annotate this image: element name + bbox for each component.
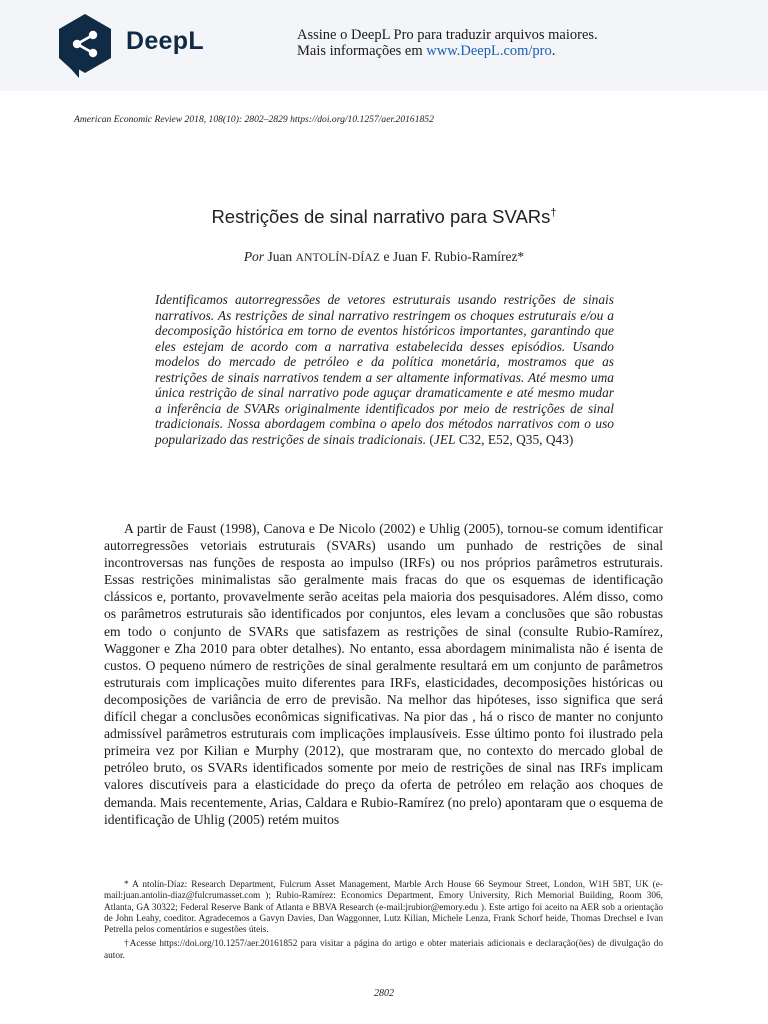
author1-first: Juan (267, 249, 293, 264)
page-number: 2802 (374, 988, 394, 999)
paper-title (0, 206, 768, 228)
promo-suffix: . (551, 43, 556, 59)
jel-open: ( (429, 431, 434, 447)
promo-prefix: Mais informações em (297, 43, 427, 59)
deepl-wordmark[interactable]: DeepL (126, 27, 204, 55)
footnote-affiliations: * A ntolín-Díaz: Research Department, Fulcrum Asset Management, Marble Arch House 66 Seymour Street, London, W1H 5BT, UK (e-mail:juan.antolin-diaz@fulcrumasset.com ); Rubio-Ramírez: Economics Department, Emory University, Rich Memorial Building, Room 306, Atlanta, GA 30322; Federal Reserve Bank of Atlanta e BBVA Research (e-mail:jrubior@emory.edu ). Este artigo foi aceito na AER sob a orientação de John Leahy, coeditor. Agradecemos a Gavyn Davies, Dan Waggonner, Lutz Kilian, Michele Lenza, Frank Schorf heide, Thomas Drechsel e Ivan Petrella pelos comentários e sugestões úteis. (104, 880, 663, 936)
footnote-article-link: †Acesse https://doi.org/10.1257/aer.20161852 para visitar a página do artigo e obter materiais adicionais e declaração(ões) de divulgação do autor. (104, 939, 663, 961)
jel-codes (429, 432, 573, 447)
title-footnote-mark: † (550, 206, 557, 219)
jel-label: JEL (433, 431, 456, 447)
deepl-pro-link[interactable]: www.DeepL.com/pro (426, 43, 552, 59)
body-paragraph: A partir de Faust (1998), Canova e De Nicolo (2002) e Uhlig (2005), tornou-se comum identificar autorregressões vetoriais estruturais (SVARs) usando um punhado de restrições de sinal incontroversas nas funções de resposta ao impulso (IRFs) ou nos próprios parâmetros estruturais. Essas restrições minimalistas são geralmente mais fracas do que os esquemas de identificação clássicos e, portanto, provavelmente serão aceitas pela maioria dos pesquisadores. Além disso, como os parâmetros estruturais são identificados por conjuntos, eles levam a conclusões que são robustas em todo o conjunto de SVARs que satisfazem as restrições de sinal (consulte Rubio-Ramírez, Waggoner e Zha 2010 para obter detalhes). No entanto, essa abordagem minimalista não é isenta de custos. O pequeno número de restrições de sinal geralmente resultará em um conjunto de parâmetros estruturais com implicações muito diferentes para IRFs, elasticidades, decomposições históricas ou decomposições de variância de erro de previsão. Na melhor das hipóteses, isso significa que será difícil chegar a conclusões econômicas significativas. Na pior das , há o risco de manter no conjunto admissível parâmetros estruturais com implicações implausíveis. Esse último ponto foi ilustrado pela primeira vez por Kilian e Murphy (2012), que mostraram que, no contexto do mercado global de petróleo bruto, os SVARs identificados somente por meio de restrições de sinal nas IRFs implicam valores discutíveis para a elasticidade do preço da oferta de petróleo em relação aos choques de demanda. Mais recentemente, Arias, Caldara e Rubio-Ramírez (no prelo) apontaram que o esquema de identificação de Uhlig (2005) retém muitos (104, 521, 663, 827)
author1-last: ANTOLÍN-DÍAZ (295, 252, 381, 264)
abstract (155, 292, 614, 447)
footnotes (104, 880, 663, 962)
author-line (0, 249, 768, 265)
jel-code-list: C32, E52, Q35, Q43) (458, 431, 574, 447)
journal-citation: American Economic Review 2018, 108(10): 2802–2829 https://doi.org/10.1257/aer.20161852 (74, 114, 434, 125)
author-conjunction: e (383, 249, 390, 264)
promo-line-1: Assine o DeepL Pro para traduzir arquivos maiores. (297, 27, 598, 43)
promo-line-2 (297, 43, 598, 59)
deepl-logo-icon[interactable] (56, 12, 114, 80)
title-text: Restrições de sinal narrativo para SVARs (211, 206, 551, 227)
pro-promo-message (297, 27, 598, 59)
abstract-text: Identificamos autorregressões de vetores estruturais usando restrições de sinais narrativos. As restrições de sinal narrativo restringem os choques estruturais e/ou a decomposição histórica em torno de eventos históricos importantes, garantindo que eles estejam de acordo com a narrativa estabelecida desses episódios. Usando modelos do mercado de petróleo e da política monetária, mostramos que as restrições de sinais narrativos tendem a ser altamente informativas. Até mesmo uma única restrição de sinal narrativo pode aguçar dramaticamente e até mesmo mudar a inferência de SVARs originalmente identificados por meio de restrições de sinal tradicionais. Nossa abordagem combina o apelo dos métodos narrativos com o uso popularizado das restrições de sinais tradicionais. (155, 292, 614, 447)
author2-name: Juan F. Rubio-Ramírez* (392, 249, 525, 264)
by-label: Por (243, 249, 265, 264)
deepl-banner (0, 0, 768, 91)
